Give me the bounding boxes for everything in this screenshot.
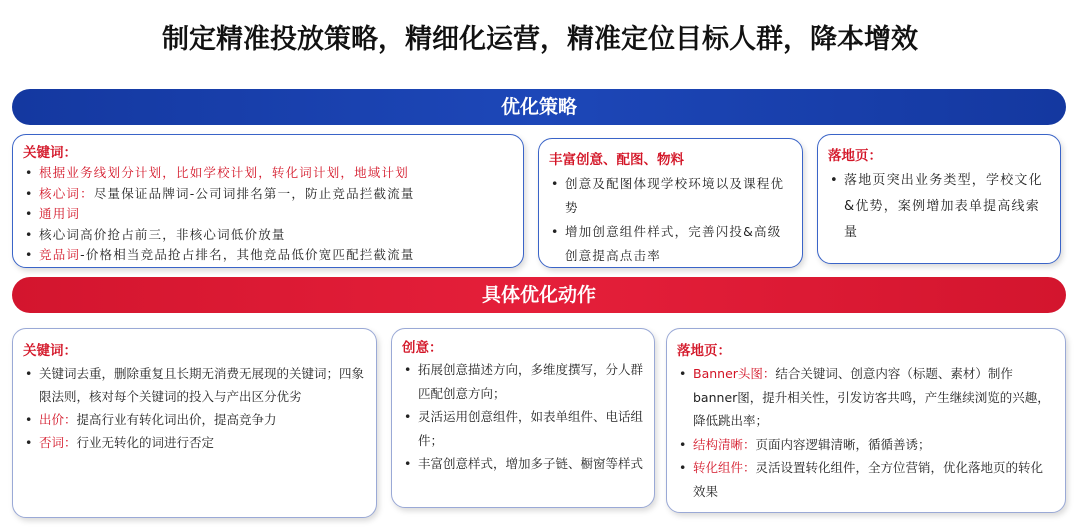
creative-list	[549, 172, 792, 268]
action-landing-list	[677, 362, 1055, 503]
list-item: • 根据业务线划分计划，比如学校计划，转化词计划，地域计划	[23, 163, 513, 184]
card-title: 创意：	[402, 340, 443, 356]
list-item: • 创意及配图体现学校环境以及课程优势	[549, 172, 792, 220]
list-item: • 否词：行业无转化的词进行否定	[23, 431, 366, 454]
list-item: • 核心词高价抢占前三，非核心词低价放量	[23, 225, 513, 246]
optimization-strategy-banner: 优化策略	[12, 89, 1066, 125]
list-item: • 核心词：尽量保证品牌词-公司词排名第一，防止竞品拦截流量	[23, 184, 513, 205]
strategy-landing-card	[817, 134, 1061, 264]
list-item: • 灵活运用创意组件，如表单组件、电话组件；	[402, 405, 644, 452]
card-title: 丰富创意、配图、物料	[549, 152, 684, 168]
strategy-keywords-card	[12, 134, 524, 268]
keywords-list	[23, 163, 513, 266]
list-item: • 竞品词-价格相当竞品抢占排名，其他竞品低价宽匹配拦截流量	[23, 245, 513, 266]
action-landing-card	[666, 328, 1066, 513]
strategy-creative-card	[538, 138, 803, 268]
list-item: • 落地页突出业务类型，学校文化&优势，案例增加表单提高线索量	[828, 168, 1050, 246]
action-creative-list	[402, 358, 644, 476]
list-item: • 结构清晰：页面内容逻辑清晰，循循善诱；	[677, 433, 1055, 457]
card-title: 落地页：	[828, 148, 882, 164]
list-item: • 丰富创意样式，增加多子链、橱窗等样式	[402, 452, 644, 476]
list-item: • 拓展创意描述方向，多维度撰写，分人群匹配创意方向；	[402, 358, 644, 405]
concrete-actions-banner: 具体优化动作	[12, 277, 1066, 313]
card-title: 落地页：	[677, 343, 731, 359]
action-creative-card	[391, 328, 655, 508]
action-keywords-list	[23, 362, 366, 454]
list-item: • 通用词	[23, 204, 513, 225]
list-item: • 关键词去重，删除重复且长期无消费无展现的关键词；四象限法则，核对每个关键词的投入与产出区分优劣	[23, 362, 366, 408]
landing-list	[828, 168, 1050, 246]
list-item: • Banner头图：结合关键词、创意内容（标题、素材）制作banner图，提升相关性，引发访客共鸣，产生继续浏览的兴趣，降低跳出率；	[677, 362, 1055, 433]
card-title: 关键词：	[23, 343, 77, 359]
card-title: 关键词：	[23, 145, 77, 161]
list-item: • 出价：提高行业有转化词出价，提高竞争力	[23, 408, 366, 431]
page-title: 制定精准投放策略，精细化运营，精准定位目标人群，降本增效	[162, 24, 918, 55]
action-keywords-card	[12, 328, 377, 518]
list-item: • 转化组件：灵活设置转化组件，全方位营销，优化落地页的转化效果	[677, 456, 1055, 503]
list-item: • 增加创意组件样式，完善闪投&高级创意提高点击率	[549, 220, 792, 268]
